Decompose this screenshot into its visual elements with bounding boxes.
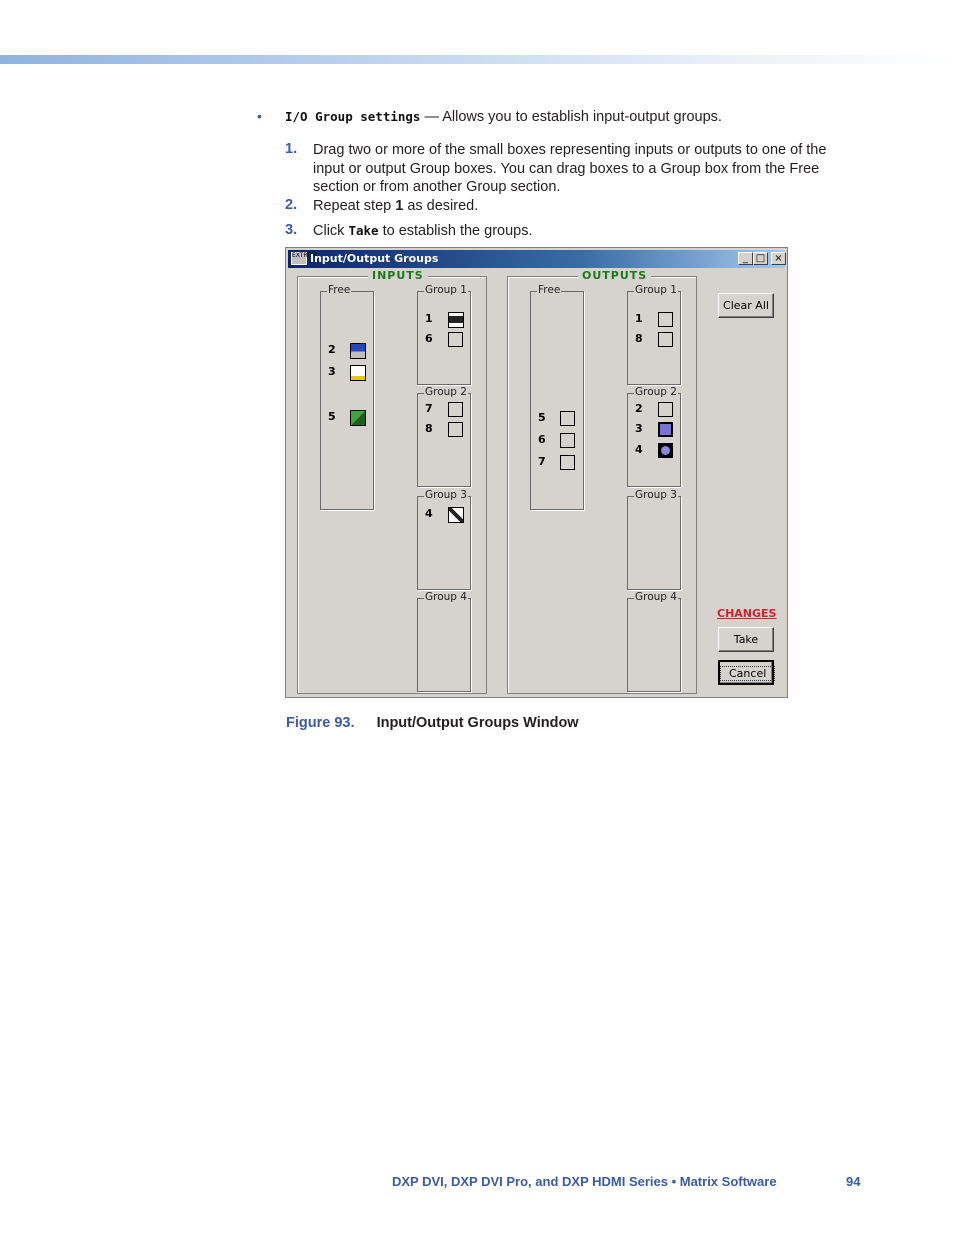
group-label: Group 4 (425, 591, 467, 603)
step-text (313, 141, 826, 197)
outputs-title: OUTPUTS (578, 269, 651, 282)
take-button[interactable]: Take (718, 627, 774, 652)
output-number: 7 (538, 455, 546, 468)
inputs-group-1[interactable] (417, 284, 471, 385)
camera-icon[interactable] (448, 507, 464, 523)
page-number: 94 (846, 1174, 861, 1189)
step-text (313, 197, 478, 216)
group-label: Group 1 (635, 284, 677, 296)
step-number: 1. (285, 141, 298, 157)
minimize-button[interactable]: _ (738, 252, 753, 265)
hand-icon[interactable] (350, 365, 366, 381)
changes-label: CHANGES (717, 607, 777, 620)
output-number: 3 (635, 422, 643, 435)
bullet-marker: • (257, 108, 262, 124)
input-number: 8 (425, 422, 433, 435)
header-bar (0, 55, 954, 64)
input-number: 1 (425, 312, 433, 325)
figure-number: Figure 93. (286, 715, 355, 731)
input-box[interactable] (448, 422, 463, 437)
input-box[interactable] (448, 332, 463, 347)
output-box-selected[interactable] (658, 422, 673, 437)
step-pre: Click (313, 223, 349, 239)
group-label: Group 2 (425, 386, 467, 398)
cancel-label: Cancel (720, 666, 775, 681)
inputs-group-4[interactable] (417, 591, 471, 692)
step-number: 2. (285, 197, 298, 213)
maximize-button[interactable]: □ (753, 252, 768, 265)
step-line: section or from another Group section. (313, 179, 561, 195)
figure-caption (286, 715, 579, 731)
step-post: to establish the groups. (378, 223, 533, 239)
step-line: input or output Group boxes. You can drag boxes to a Group box from the Free (313, 160, 820, 177)
output-number: 8 (635, 332, 643, 345)
step-pre: Repeat step (313, 198, 396, 214)
input-number: 4 (425, 507, 433, 520)
output-number: 1 (635, 312, 643, 325)
app-icon: EXTRON (291, 252, 307, 265)
output-number: 4 (635, 443, 643, 456)
group-label: Group 3 (635, 489, 677, 501)
group-label: Group 2 (635, 386, 677, 398)
input-number: 2 (328, 343, 336, 356)
output-number: 5 (538, 411, 546, 424)
outputs-group-3[interactable] (627, 489, 681, 590)
figure-title: Input/Output Groups Window (376, 715, 579, 731)
input-number: 6 (425, 332, 433, 345)
output-number: 6 (538, 433, 546, 446)
bullet-paragraph (285, 108, 722, 127)
output-box[interactable] (658, 312, 673, 327)
output-number: 2 (635, 402, 643, 415)
input-number: 7 (425, 402, 433, 415)
step-number: 3. (285, 222, 298, 238)
clear-all-button[interactable]: Clear All (718, 293, 774, 318)
output-box[interactable] (560, 433, 575, 448)
step-post: as desired. (403, 198, 479, 214)
window-title: Input/Output Groups (310, 252, 439, 265)
output-box[interactable] (560, 455, 575, 470)
outputs-panel (507, 269, 697, 694)
output-box-circle[interactable] (658, 443, 673, 458)
inputs-group-3[interactable] (417, 489, 471, 590)
free-label: Free (538, 284, 561, 296)
input-box[interactable] (448, 402, 463, 417)
inputs-title: INPUTS (368, 269, 428, 282)
outputs-group-2[interactable] (627, 386, 681, 487)
outputs-free-box[interactable] (530, 284, 584, 510)
inputs-group-2[interactable] (417, 386, 471, 487)
input-number: 5 (328, 410, 336, 423)
step-line: Drag two or more of the small boxes representing inputs or outputs to one of the (313, 142, 827, 158)
inputs-panel (297, 269, 487, 694)
group-label: Group 3 (425, 489, 467, 501)
bullet-dash: — (420, 109, 443, 125)
close-button[interactable]: × (771, 252, 786, 265)
footer-text: DXP DVI, DXP DVI Pro, and DXP HDMI Series • Matrix Software (392, 1174, 777, 1189)
step-text (313, 222, 533, 241)
group-label: Group 4 (635, 591, 677, 603)
free-label: Free (328, 284, 351, 296)
output-box[interactable] (658, 402, 673, 417)
inputs-free-box[interactable] (320, 284, 374, 510)
cancel-button[interactable] (718, 660, 774, 685)
bullet-term: I/O Group settings (285, 109, 421, 124)
step-bold: 1 (395, 198, 404, 214)
screen-icon[interactable] (350, 410, 366, 426)
input-number: 3 (328, 365, 336, 378)
output-box[interactable] (658, 332, 673, 347)
bullet-text: Allows you to establish input-output groups. (442, 109, 722, 125)
outputs-group-1[interactable] (627, 284, 681, 385)
io-groups-window (285, 247, 788, 698)
step-mono: Take (348, 223, 379, 238)
outputs-group-4[interactable] (627, 591, 681, 692)
monitor-icon[interactable] (350, 343, 366, 359)
group-label: Group 1 (425, 284, 467, 296)
laptop-icon[interactable] (448, 312, 464, 328)
output-box[interactable] (560, 411, 575, 426)
title-bar[interactable] (288, 250, 785, 268)
